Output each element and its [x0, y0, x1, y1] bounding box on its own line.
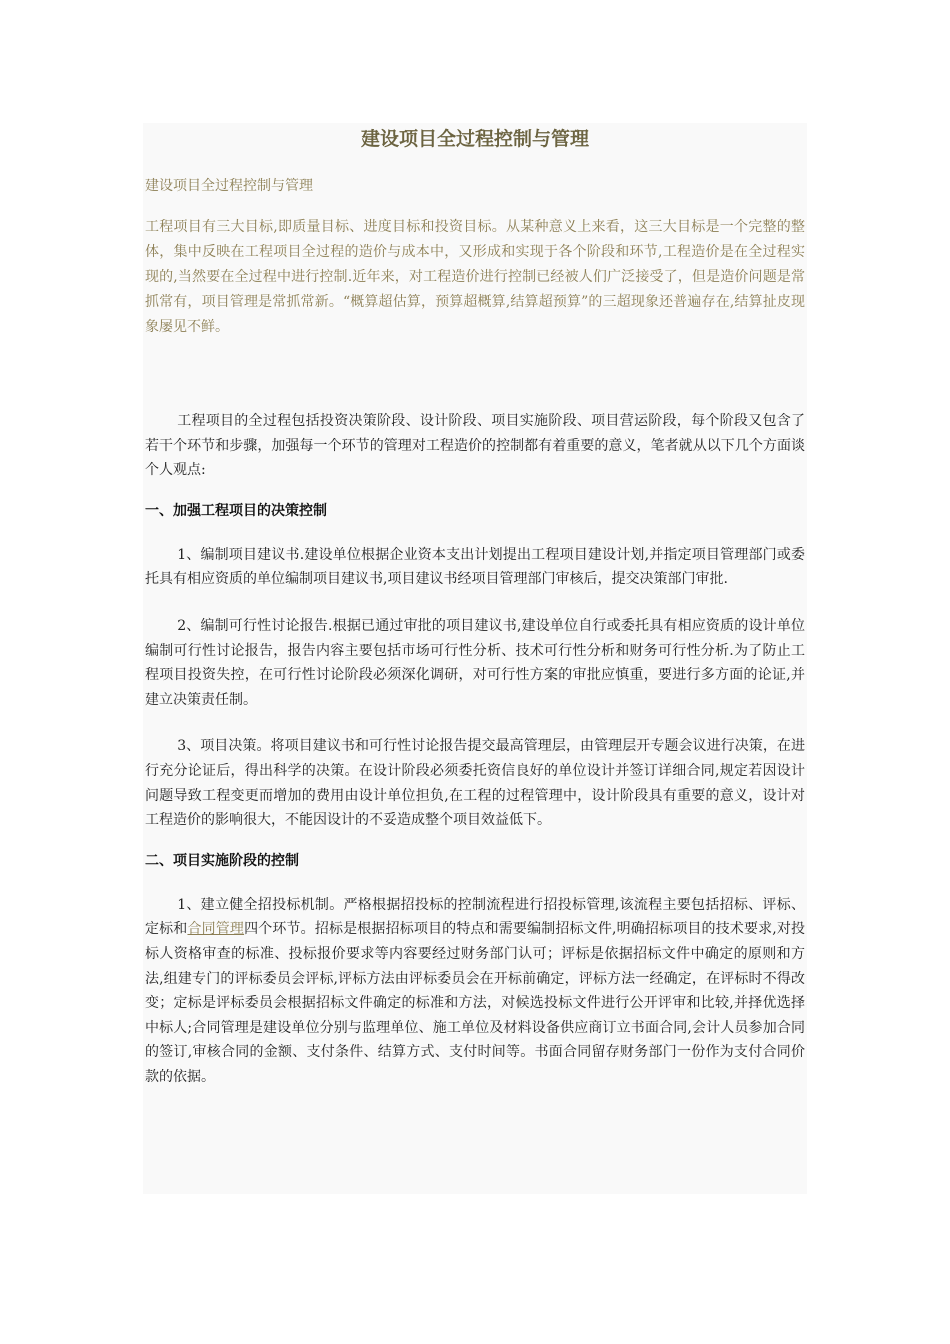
paragraph-project-proposal: 1、编制项目建议书.建设单位根据企业资本支出计划提出工程项目建设计划,并指定项目管理部门或委托具有相应资质的单位编制项目建议书,项目建议书经项目管理部门审核后，提交决策部门审批.: [145, 546, 805, 588]
intro-paragraph: 工程项目有三大目标,即质量目标、进度目标和投资目标。从某种意义上来看，这三大目标是一个完整的整体，集中反映在工程项目全过程的造价与成本中，又形成和实现于各个阶段和环节,工程造价是在全过程实现的,当然要在全过程中进行控制.近年来，对工程造价进行控制已经被人们广泛接受了，但是造价问题是常抓常有，项目管理是常抓常新。“概算超估算，预算超概算,结算超预算”的三超现象还普遍存在,结算扯皮现象屡见不鲜。: [145, 219, 805, 335]
contract-management-link[interactable]: 合同管理: [187, 921, 245, 938]
overview-paragraph: 工程项目的全过程包括投资决策阶段、设计阶段、项目实施阶段、项目营运阶段，每个阶段又包含了若干个环节和步骤，加强每一个环节的管理对工程造价的控制都有着重要的意义，笔者就从以下几个方面谈个人观点:: [145, 413, 805, 479]
document-subtitle: 建设项目全过程控制与管理: [145, 178, 313, 194]
bidding-text-after-link: 四个环节。招标是根据招标项目的特点和需要编制招标文件,明确招标项目的技术要求,对投标人资格审查的标准、投标报价要求等内容要经过财务部门认可；评标是依据招标文件中确定的原则和方法,组建专门的评标委员会评标,评标方法由评标委员会在开标前确定，评标方法一经确定，在评标时不得改变；定标是评标委员会根据招标文件确定的标准和方法，对候选投标文件进行公开评审和比较,并择优选择中标人;合同管理是建设单位分别与监理单位、施工单位及材料设备供应商订立书面合同,会计人员参加合同的签订,审核合同的金额、支付条件、结算方式、支付时间等。书面合同留存财务部门一份作为支付合同价款的依据。: [145, 921, 805, 1085]
paragraph-bidding-mechanism: [145, 893, 805, 1090]
paragraph-project-decision: 3、项目决策。将项目建议书和可行性讨论报告提交最高管理层，由管理层开专题会议进行决策，在进行充分论证后，得出科学的决策。在设计阶段必须委托资信良好的单位设计并签订详细合同,规定若因设计问题导致工程变更而增加的费用由设计单位担负,在工程的过程管理中，设计阶段具有重要的意义，设计对工程造价的影响很大，不能因设计的不妥造成整个项目效益低下。: [145, 738, 805, 829]
article-content: [143, 123, 807, 1194]
section-heading-implementation: 二、项目实施阶段的控制: [145, 852, 299, 869]
bidding-text-before-link: 1、建立健全招投标机制。严格根据招投标的控制流程进行招投标管理,该流程主要包括招标、评标、定标和: [145, 896, 805, 938]
paragraph-feasibility-report: 2、编制可行性讨论报告.根据已通过审批的项目建议书,建设单位自行或委托具有相应资质的设计单位编制可行性讨论报告，报告内容主要包括市场可行性分析、技术可行性分析和财务可行性分析.为了防止工程项目投资失控，在可行性讨论阶段必须深化调研，对可行性方案的审批应慎重，要进行多方面的论证,并建立决策责任制。: [145, 617, 805, 708]
document-title: 建设项目全过程控制与管理: [360, 128, 589, 150]
section-heading-decision: 一、加强工程项目的决策控制: [145, 502, 327, 519]
